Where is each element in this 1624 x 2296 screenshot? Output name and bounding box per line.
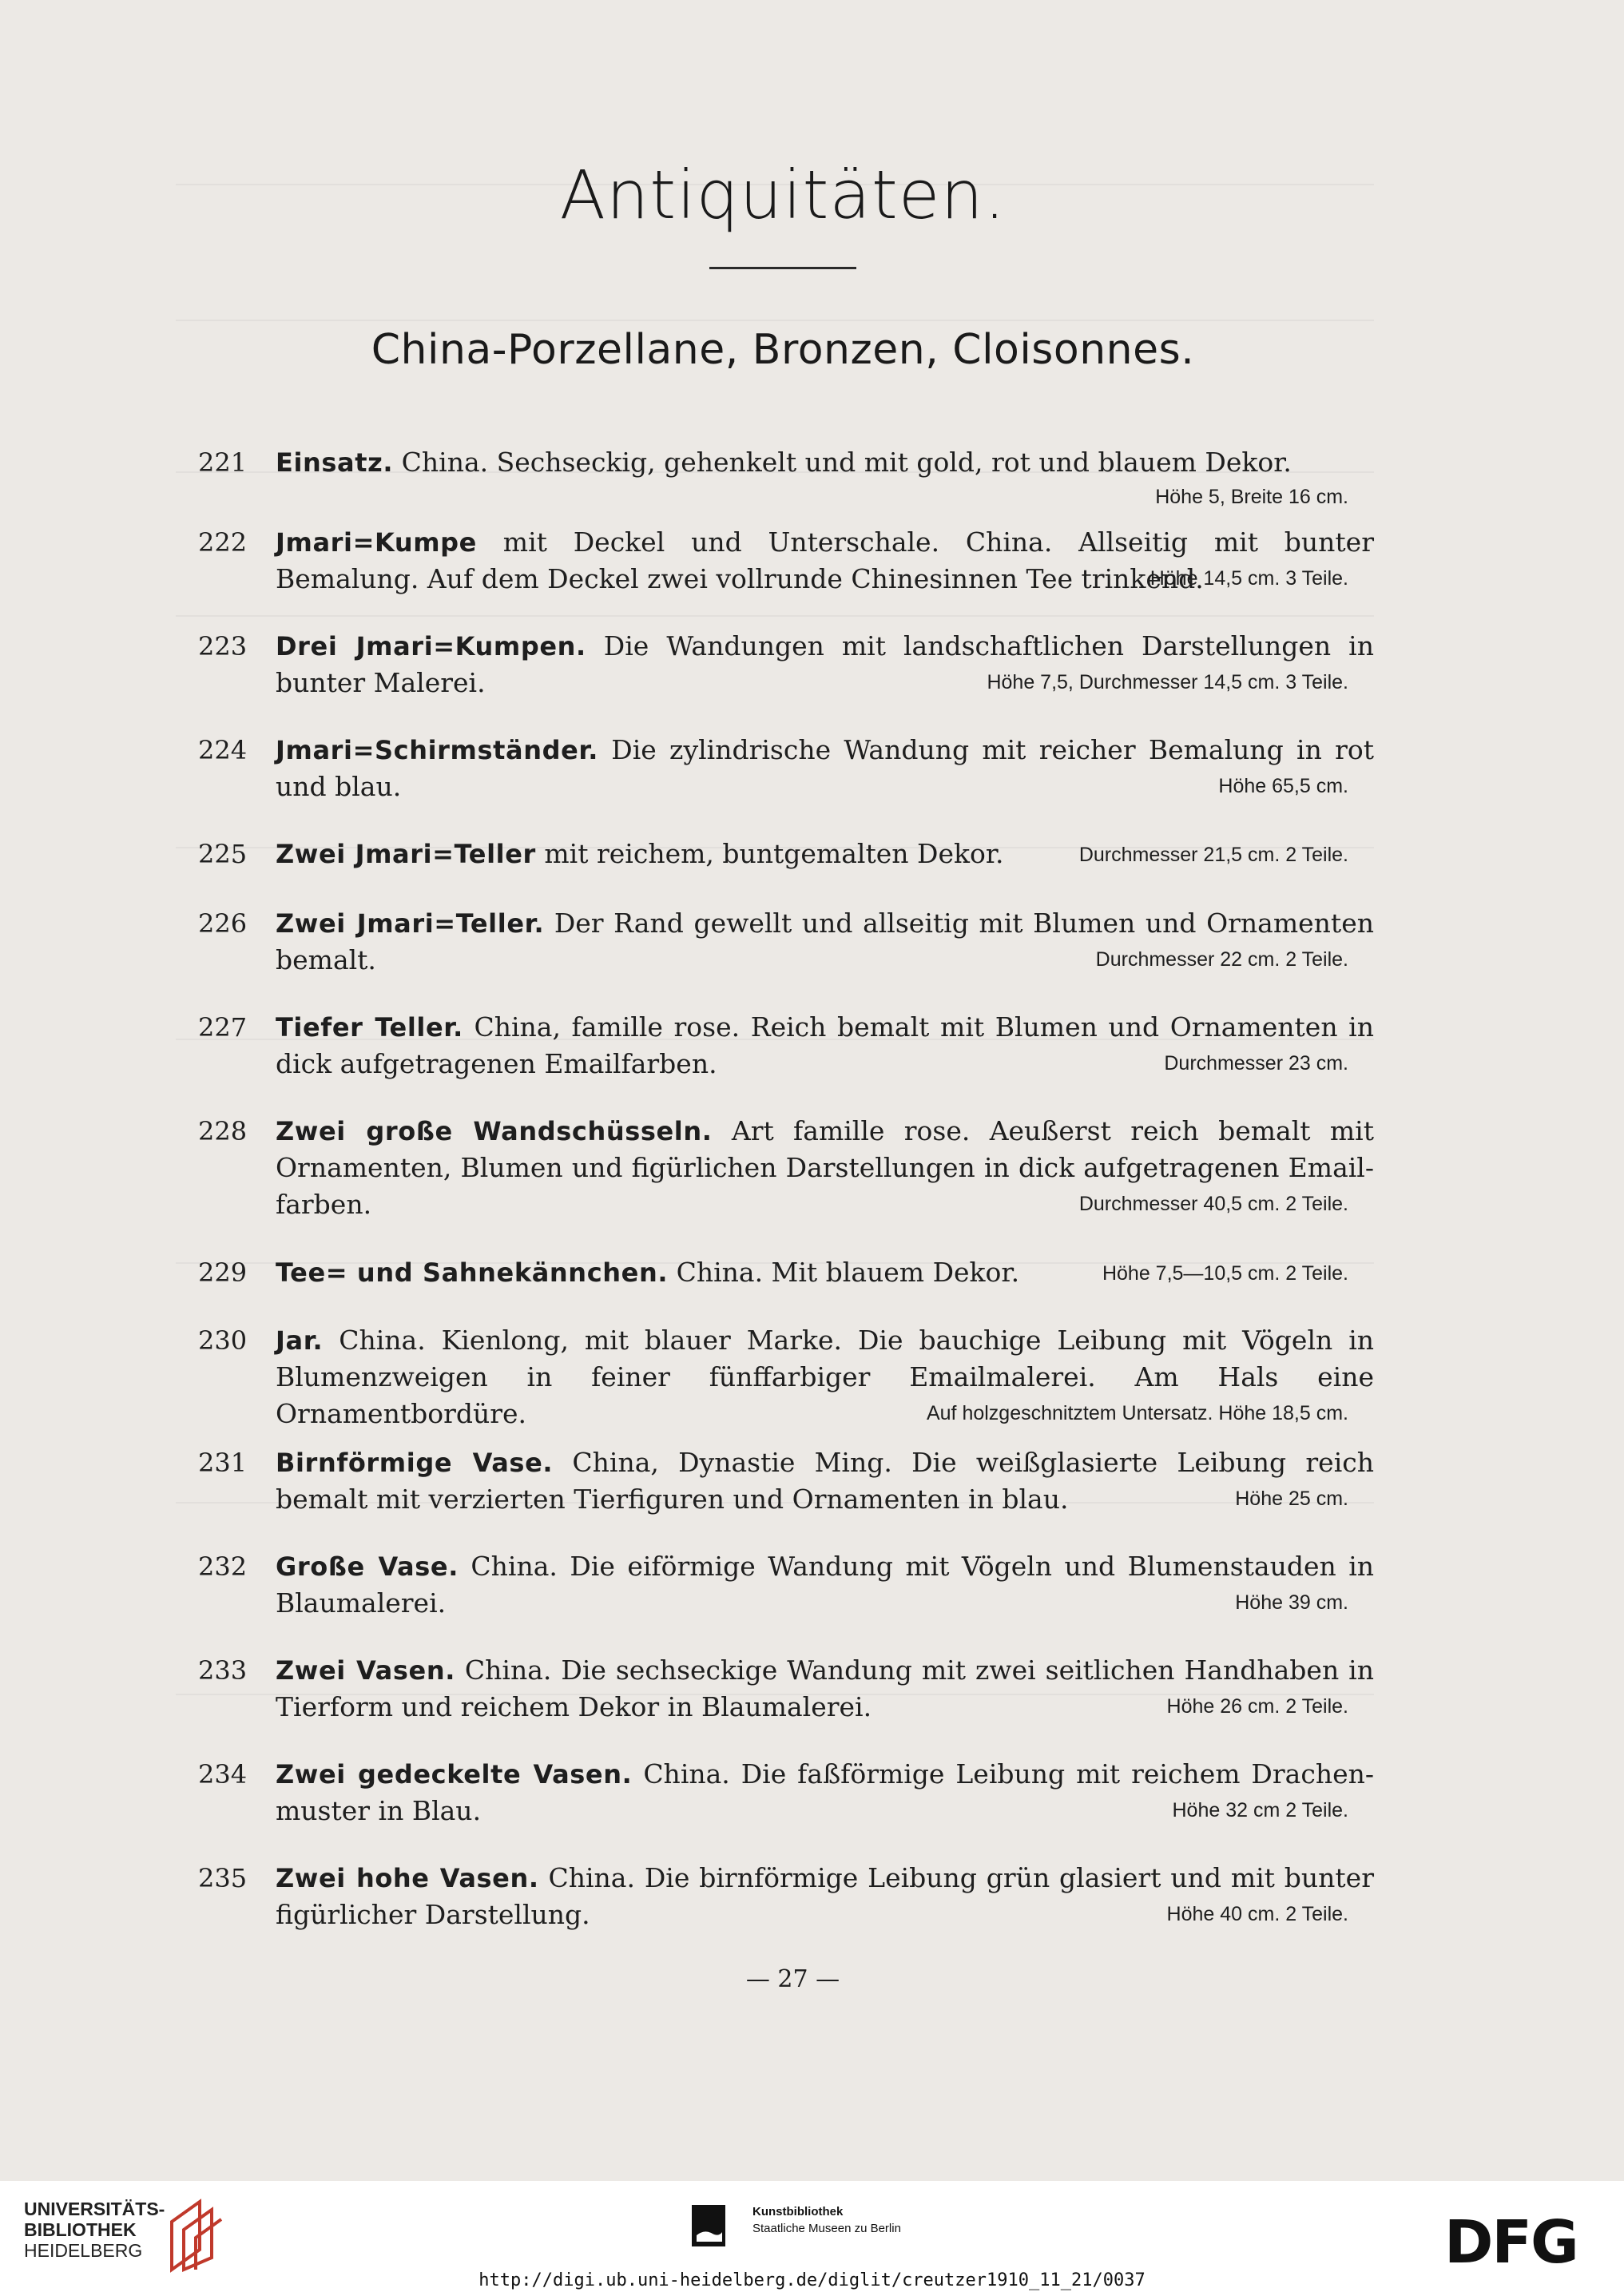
- entry-name: Zwei hohe Vasen.: [276, 1863, 539, 1893]
- entry-measure: Höhe 40 cm. 2 Teile.: [1166, 1903, 1348, 1925]
- entry-number: 222: [198, 527, 248, 558]
- entry-number: 223: [198, 631, 248, 661]
- title-divider: [709, 267, 856, 269]
- entry-measure: Durchmesser 22 cm. 2 Teile.: [1095, 948, 1348, 971]
- entry-name: Zwei gedeckelte Vasen.: [276, 1759, 633, 1790]
- footer-bar: [0, 2181, 1624, 2296]
- entry-description: Die Wandungen mit landschaftlichen Darstellungen in bunter Malerei.: [276, 630, 1374, 698]
- entry-measure: Durchmesser 40,5 cm. 2 Teile.: [1078, 1193, 1348, 1215]
- entry-number: 235: [198, 1863, 248, 1893]
- entry-description: China. Die faßförmige Leibung mit reichem Drachen-muster in Blau.: [276, 1758, 1375, 1826]
- page-title: Antiquitäten.: [559, 156, 1007, 234]
- entry-name: Tiefer Teller.: [276, 1012, 463, 1043]
- entry-number: 225: [198, 839, 248, 869]
- uni-line-3: HEIDELBERG: [24, 2240, 143, 2261]
- entry-measure: Höhe 39 cm.: [1235, 1591, 1348, 1614]
- entry-number: 226: [198, 908, 248, 939]
- kunstbibliothek-name[interactable]: [752, 2203, 901, 2237]
- entry-body: [276, 1254, 1074, 1291]
- entry-number: 232: [198, 1551, 248, 1582]
- kb-line-2: Staatliche Museen zu Berlin: [752, 2222, 901, 2235]
- entry-number: 221: [198, 447, 248, 478]
- entry-number: 229: [198, 1257, 248, 1288]
- entry-measure: Höhe 14,5 cm. 3 Teile.: [1150, 567, 1348, 590]
- entry-name: Zwei Jmari=Teller: [276, 839, 536, 869]
- entry-measure: Durchmesser 21,5 cm. 2 Teile.: [1078, 844, 1348, 866]
- entry-body: [276, 1548, 1374, 1622]
- entry-description: mit Deckel und Unterschale. China. Allseitig mit bunter Bemalung. Auf dem Deckel zwei vollrunde Chinesinnen Tee trinkend.: [276, 526, 1374, 594]
- uni-line-1: UNIVERSITÄTS-: [24, 2199, 165, 2219]
- entry-body: [276, 444, 1374, 481]
- entry-name: Drei Jmari=Kumpen.: [276, 631, 586, 661]
- entry-name: Birnförmige Vase.: [276, 1448, 554, 1478]
- entry-description: Der Rand gewellt und allseitig mit Blumen und Ornamenten bemalt.: [276, 908, 1374, 975]
- entry-name: Zwei große Wandschüsseln.: [276, 1116, 713, 1146]
- uni-line-2: BIBLIOTHEK: [24, 2219, 137, 2240]
- entry-measure: Höhe 65,5 cm.: [1218, 775, 1348, 797]
- entry-description: China. Kienlong, mit blauer Marke. Die bauchige Leibung mit Vögeln in Blumenzweigen in feiner fünffarbiger Emailmalerei. Am Hals eine Ornamentbordüre.: [276, 1325, 1374, 1429]
- entry-description: China, Dynastie Ming. Die weißglasierte Leibung reich bemalt mit verzierten Tierfiguren und Ornamenten in blau.: [276, 1447, 1374, 1515]
- entry-number: 230: [198, 1325, 248, 1356]
- permalink-url[interactable]: http://digi.ub.uni-heidelberg.de/diglit/creutzer1910_11_21/0037: [478, 2270, 1146, 2290]
- kb-line-1: Kunstbibliothek: [752, 2205, 844, 2219]
- entry-description: China, famille rose. Reich bemalt mit Blumen und Ornamenten in dick aufgetragenen Emailfarben.: [276, 1011, 1374, 1079]
- university-library-name[interactable]: [24, 2199, 165, 2261]
- entry-body: [276, 732, 1374, 805]
- entry-description: China. Die sechseckige Wandung mit zwei seitlichen Handhaben in Tierform und reichem Dekor in Blaumalerei.: [276, 1654, 1374, 1722]
- entry-name: Tee= und Sahnekännchen.: [276, 1257, 669, 1288]
- university-logo-icon[interactable]: [164, 2194, 228, 2274]
- entry-number: 231: [198, 1448, 248, 1478]
- entry-number: 224: [198, 735, 248, 765]
- entry-measure: Durchmesser 23 cm.: [1164, 1052, 1348, 1075]
- entry-measure: Höhe 25 cm.: [1235, 1488, 1348, 1510]
- entry-body: [276, 1444, 1374, 1518]
- section-subtitle: China-Porzellane, Bronzen, Cloisonnes.: [371, 326, 1195, 374]
- entry-name: Einsatz.: [276, 447, 394, 478]
- entry-description: China. Die birnförmige Leibung grün glasiert und mit bunter figürlicher Darstellung.: [276, 1862, 1374, 1930]
- entry-name: Jar.: [276, 1325, 324, 1356]
- entry-description: mit reichem, buntgemalten Dekor.: [544, 838, 1004, 869]
- entry-measure: Höhe 32 cm 2 Teile.: [1172, 1799, 1348, 1821]
- entry-name: Große Vase.: [276, 1551, 459, 1582]
- entry-measure: Höhe 5, Breite 16 cm.: [1155, 486, 1348, 508]
- entry-body: [276, 836, 1011, 872]
- entry-name: Zwei Jmari=Teller.: [276, 908, 545, 939]
- entry-measure: Auf holzgeschnitztem Untersatz. Höhe 18,5 cm.: [926, 1402, 1348, 1424]
- entry-measure: Höhe 26 cm. 2 Teile.: [1166, 1695, 1348, 1718]
- entry-number: 227: [198, 1012, 248, 1043]
- entry-description: China. Sechseckig, gehenkelt und mit gold, rot und blauem Dekor.: [401, 447, 1292, 478]
- entry-name: Jmari=Schirmständer.: [276, 735, 598, 765]
- kunstbibliothek-logo-icon[interactable]: [692, 2205, 725, 2246]
- entry-name: Jmari=Kumpe: [276, 527, 477, 558]
- dfg-logo[interactable]: DFG: [1444, 2208, 1578, 2277]
- entry-number: 233: [198, 1655, 248, 1686]
- entry-name: Zwei Vasen.: [276, 1655, 455, 1686]
- entry-description: China. Die eiförmige Wandung mit Vögeln und Blumenstauden in Blaumalerei.: [276, 1551, 1374, 1619]
- entry-description: China. Mit blauem Dekor.: [676, 1257, 1020, 1288]
- entry-description: Die zylindrische Wandung mit reicher Bemalung in rot und blau.: [276, 734, 1374, 802]
- entry-number: 228: [198, 1116, 248, 1146]
- entry-measure: Höhe 7,5—10,5 cm. 2 Teile.: [1102, 1262, 1348, 1285]
- entry-number: 234: [198, 1759, 248, 1790]
- entry-measure: Höhe 7,5, Durchmesser 14,5 cm. 3 Teile.: [987, 671, 1348, 693]
- page-number: — 27 —: [745, 1965, 840, 1993]
- entry-description: Art famille rose. Aeußerst reich bemalt mit Ornamenten, Blumen und figürlichen Darstellungen in dick aufgetragenen Email-farben.: [276, 1115, 1374, 1220]
